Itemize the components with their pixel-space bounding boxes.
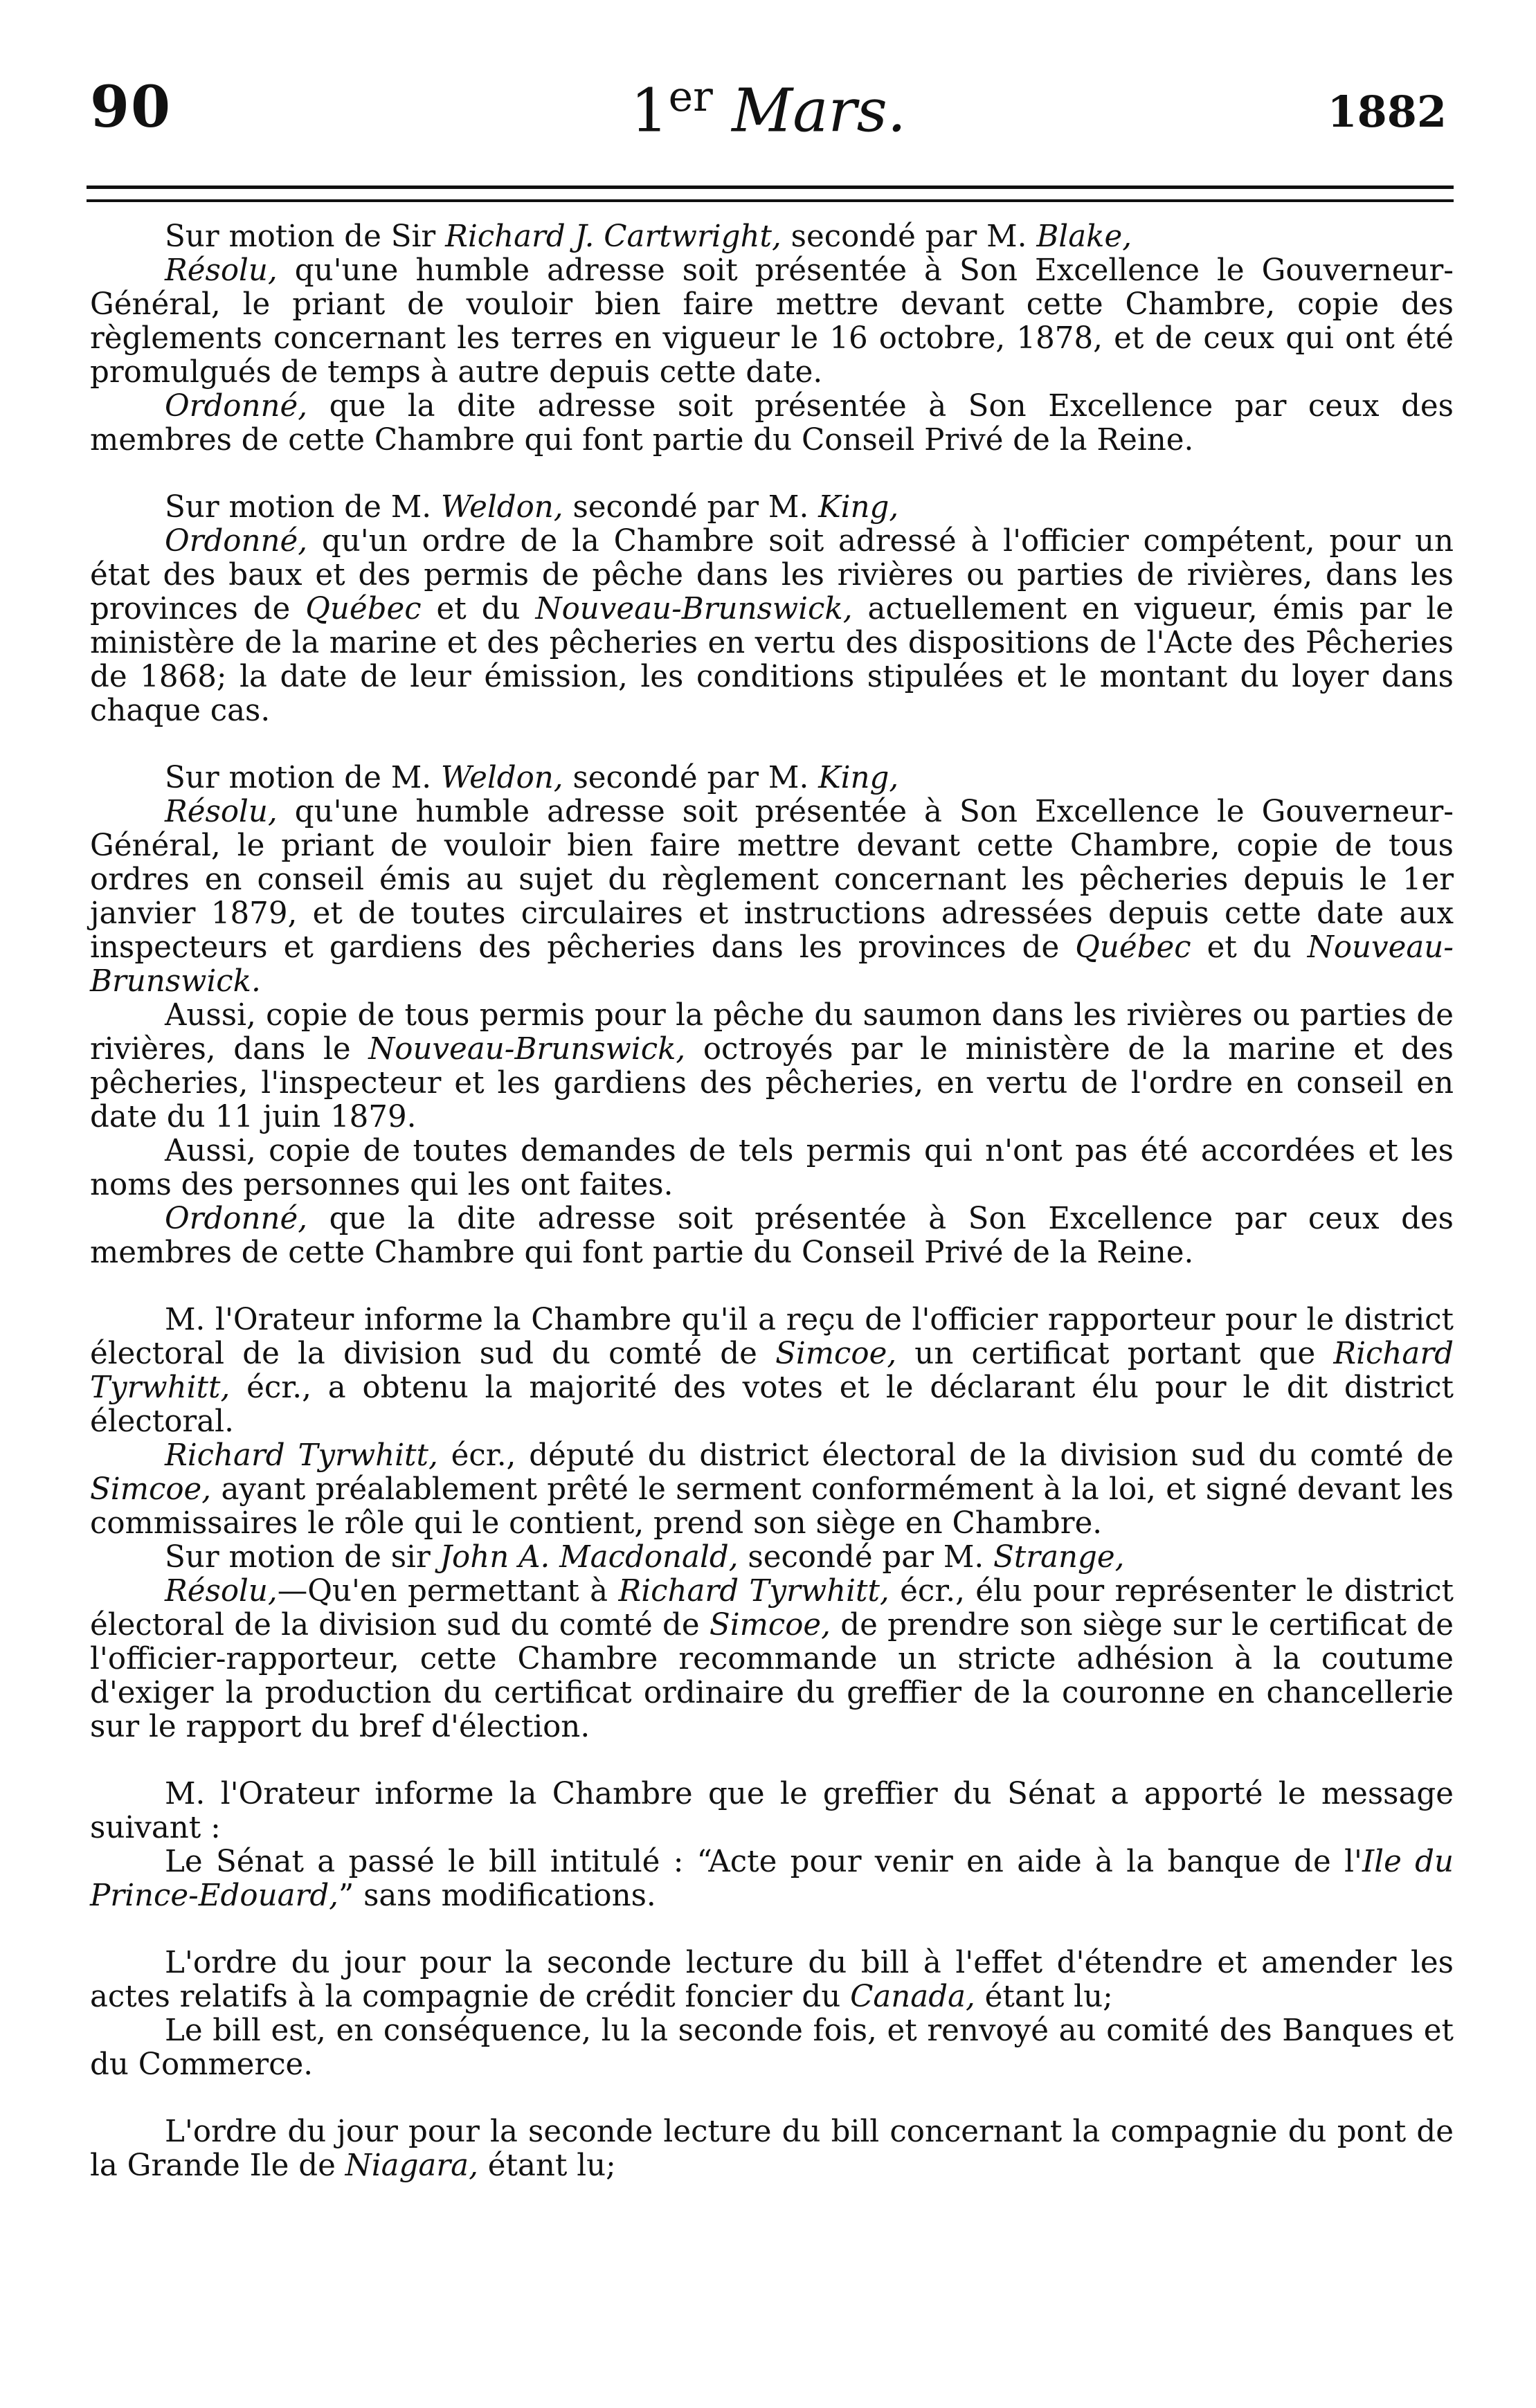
order-of-day-niagara-bridge: L'ordre du jour pour la seconde lecture du bill concernant la compagnie du pont de la Grande Ile de Niagara, étant lu; xyxy=(90,2115,1454,2183)
motion-3-mover: Weldon, xyxy=(440,761,563,795)
journal-body xyxy=(90,220,1454,2183)
date-day-suffix: er xyxy=(668,73,713,121)
date-month: Mars. xyxy=(732,76,907,146)
bill-referred: Le bill est, en conséquence, lu la seconde fois, et renvoyé au comité des Banques et du Commerce. xyxy=(90,2013,1454,2082)
header-rule-bottom xyxy=(87,199,1454,202)
header-rule-top xyxy=(87,185,1454,189)
motion-1-seconder: Blake, xyxy=(1036,219,1132,254)
page-number: 90 xyxy=(90,74,172,141)
order-of-day-credit-foncier: L'ordre du jour pour la seconde lecture du bill à l'effet d'étendre et amender les actes relatifs à la compagnie de crédit foncier du Canada, étant lu; xyxy=(90,1946,1454,2014)
macdonald-motion-intro: Sur motion de sir John A. Macdonald, secondé par M. Strange, xyxy=(165,1540,1125,1575)
motion-3-seconder: King, xyxy=(818,761,899,795)
motion-2-mover: Weldon, xyxy=(440,490,563,525)
motion-1-intro: Sur motion de Sir Richard J. Cartwright, secondé par M. Blake, xyxy=(165,219,1132,254)
motion-3-resolu: Résolu, qu'une humble adresse soit présentée à Son Excellence le Gouverneur-Général, le priant de vouloir bien faire mettre devant cette Chambre, copie de tous ordres en conseil émis au sujet du règlement concernant les pêcheries depuis le 1er janvier 1879, et de toutes circulaires et instructions adressées depuis cette date aux inspecteurs et gardiens des pêcheries dans les provinces de Québec et du Nouveau-Brunswick. xyxy=(90,795,1454,999)
page-year: 1882 xyxy=(1327,87,1447,137)
motion-2-intro: Sur motion de M. Weldon, secondé par M. King, xyxy=(165,490,899,525)
motion-3-aussi-1: Aussi, copie de tous permis pour la pêche du saumon dans les rivières ou parties de rivières, dans le Nouveau-Brunswick, octroyés par le ministère de la marine et des pêcheries, l'inspecteur et les gardiens des pêcheries, en vertu de l'ordre en conseil en date du 11 juin 1879. xyxy=(90,998,1454,1134)
macdonald-motion-resolu: Résolu,—Qu'en permettant à Richard Tyrwhitt, écr., élu pour représenter le district électoral de la division sud du comté de Simcoe, de prendre son siège sur le certificat de l'officier-rapporteur, cette Chambre recommande un stricte adhésion à la coutume d'exiger la production du certificat ordinaire du greffier de la couronne en chancellerie sur le rapport du bref d'élection. xyxy=(90,1574,1454,1744)
page-header xyxy=(83,66,1454,163)
motion-3-aussi-2: Aussi, copie de toutes demandes de tels permis qui n'ont pas été accordées et les noms des personnes qui les ont faites. xyxy=(90,1134,1454,1202)
date-day: 1 xyxy=(630,76,669,146)
senate-message-intro: M. l'Orateur informe la Chambre que le greffier du Sénat a apporté le message suivant : xyxy=(90,1777,1454,1845)
member-takes-seat: Richard Tyrwhitt, écr., député du district électoral de la division sud du comté de Simcoe, ayant préalablement prêté le serment conformément à la loi, et signé devant les commissaires le rôle qui le contient, prend son siège en Chambre. xyxy=(90,1438,1454,1541)
motion-1-mover: Richard J. Cartwright, xyxy=(445,219,781,254)
orateur-certificate: M. l'Orateur informe la Chambre qu'il a reçu de l'officier rapporteur pour le district électoral de la division sud du comté de Simcoe, un certificat portant que Richard Tyrwhitt, écr., a obtenu la majorité des votes et le déclarant élu pour le dit district électoral. xyxy=(90,1303,1454,1439)
motion-1-resolu: Résolu, qu'une humble adresse soit présentée à Son Excellence le Gouverneur-Général, le priant de vouloir bien faire mettre devant cette Chambre, copie des règlements concernant les terres en vigueur le 16 octobre, 1878, et de ceux qui ont été promulgués de temps à autre depuis cette date. xyxy=(90,253,1454,390)
senate-message: Le Sénat a passé le bill intitulé : “Acte pour venir en aide à la banque de l'Ile du Prince-Edouard,” sans modifications. xyxy=(90,1845,1454,1913)
motion-3-ordonne: Ordonné, que la dite adresse soit présentée à Son Excellence par ceux des membres de cette Chambre qui font partie du Conseil Privé de la Reine. xyxy=(90,1202,1454,1270)
motion-1-ordonne: Ordonné, que la dite adresse soit présentée à Son Excellence par ceux des membres de cette Chambre qui font partie du Conseil Privé de la Reine. xyxy=(90,389,1454,458)
page-date xyxy=(83,73,1454,146)
motion-3-intro: Sur motion de M. Weldon, secondé par M. King, xyxy=(165,761,899,795)
motion-2-seconder: King, xyxy=(818,490,899,525)
motion-2-ordonne: Ordonné, qu'un ordre de la Chambre soit adressé à l'officier compétent, pour un état des baux et des permis de pêche dans les rivières ou parties de rivières, dans les provinces de Québec et du Nouveau-Brunswick, actuellement en vigueur, émis par le ministère de la marine et des pêcheries en vertu des dispositions de l'Acte des Pêcheries de 1868; la date de leur émission, les conditions stipulées et le montant du loyer dans chaque cas. xyxy=(90,524,1454,728)
